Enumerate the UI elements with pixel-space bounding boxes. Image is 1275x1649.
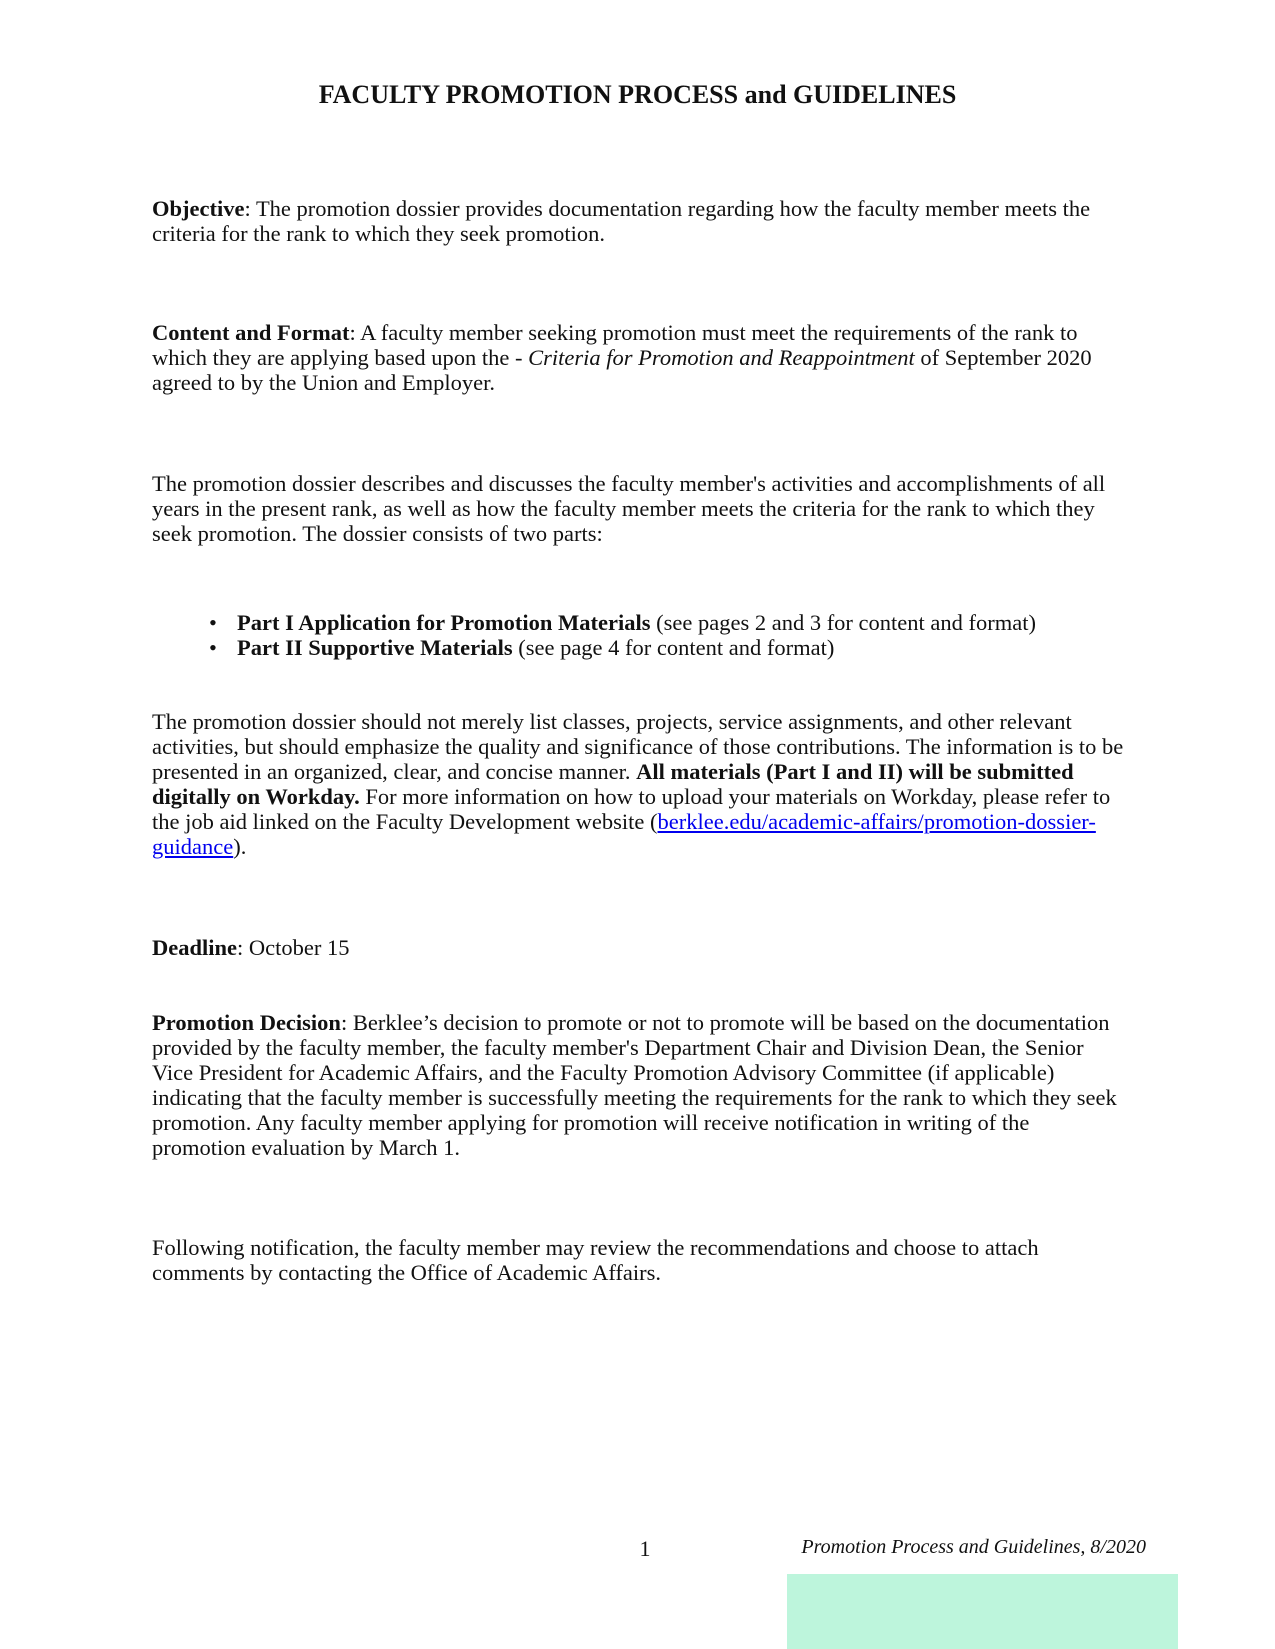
- objective-text: : The promotion dossier provides documentation regarding how the faculty member meets the criteria for the rank to which they seek promotion.: [152, 196, 1091, 246]
- part-2-note: (see page 4 for content and format): [512, 635, 835, 660]
- deadline-label: Deadline: [152, 935, 238, 960]
- footer-doc-label: Promotion Process and Guidelines, 8/2020: [801, 1536, 1146, 1558]
- criteria-title: Criteria for Promotion and Reappointment: [528, 345, 915, 370]
- content-format-label: Content and Format: [152, 320, 350, 345]
- part-2-label: Part II Supportive Materials: [237, 635, 513, 660]
- dossier-parts-list: [207, 610, 1147, 660]
- content-format-text-1: : A faculty member seeking promotion must meet the requirements of the rank to which they are applying based upon the -: [152, 320, 1078, 370]
- objective-label: Objective: [152, 196, 245, 221]
- decision-text: : Berklee’s decision to promote or not to promote will be based on the documentation provided by the faculty member, the faculty member's Department Chair and Division Dean, the Senior Vice President for Academic Affairs, and the Faculty Promotion Advisory Committee (if applicable) indicating that the faculty member is successfully meeting the requirements for the rank to which they seek promotion. Any faculty member applying for promotion will receive notification in writing of the promotion evaluation by March 1.: [152, 1010, 1117, 1160]
- promotion-dossier-guidance-link[interactable]: berklee.edu/academic-affairs/promotion-dossier-guidance: [152, 809, 1096, 859]
- deadline-text: : October 15: [237, 935, 350, 960]
- page-title: FACULTY PROMOTION PROCESS and GUIDELINES: [318, 80, 957, 109]
- deadline-paragraph: [152, 935, 1127, 960]
- content-format-paragraph: [152, 320, 1127, 395]
- part-1-label: Part I Application for Promotion Materials: [237, 610, 651, 635]
- emphasis-text-2: For more information on how to upload your materials on Workday, please refer to the job aid linked on the Faculty Development website (: [152, 784, 1111, 834]
- list-item: [207, 610, 1147, 635]
- dossier-intro-paragraph: The promotion dossier describes and discusses the faculty member's activities and accomplishments of all years in the present rank, as well as how the faculty member meets the criteria for the rank to which they seek promotion. The dossier consists of two parts:: [152, 471, 1106, 546]
- workday-submission-note: All materials (Part I and II) will be submitted digitally on Workday.: [152, 759, 1074, 809]
- content-format-text-2: of September 2020 agreed to by the Union and Employer.: [152, 345, 1092, 395]
- list-item: [207, 635, 1147, 660]
- emphasis-text-3: ).: [233, 834, 247, 859]
- objective-paragraph: [152, 196, 1127, 246]
- decision-paragraph: [152, 1010, 1127, 1160]
- emphasis-paragraph: [152, 709, 1127, 859]
- following-paragraph: Following notification, the faculty member may review the recommendations and choose to attach comments by contacting the Office of Academic Affairs.: [152, 1235, 1039, 1285]
- footer-accent-block: [787, 1574, 1178, 1649]
- part-1-note: (see pages 2 and 3 for content and format): [650, 610, 1036, 635]
- decision-label: Promotion Decision: [152, 1010, 341, 1035]
- emphasis-text-1: The promotion dossier should not merely list classes, projects, service assignments, and other relevant activities, but should emphasize the quality and significance of those contributions. The information is to be presented in an organized, clear, and concise manner.: [152, 709, 1124, 784]
- page-number: 1: [639, 1536, 651, 1561]
